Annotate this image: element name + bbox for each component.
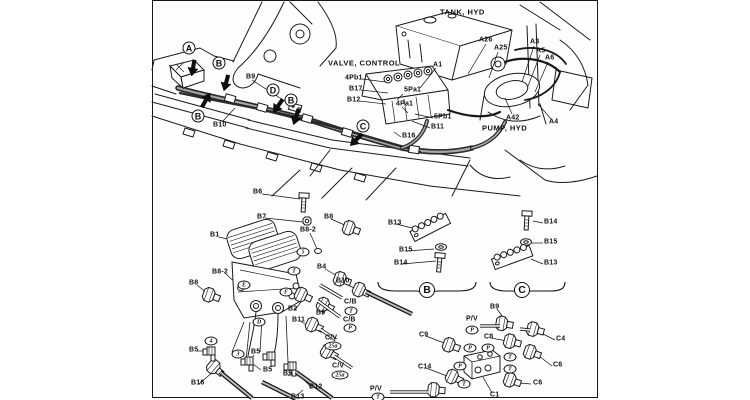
callout-circle-b: B	[285, 94, 298, 107]
part-label: A26	[479, 36, 493, 44]
port-oval: P	[454, 362, 467, 371]
tank-label: TANK, HYD	[440, 7, 485, 17]
part-label: C8	[484, 333, 494, 341]
port-oval: E	[238, 281, 251, 290]
port-oval: T	[372, 393, 385, 400]
port-oval: T	[345, 307, 358, 316]
part-label: A5	[536, 47, 546, 55]
port-oval: 4	[205, 337, 218, 346]
part-label: A1	[433, 61, 443, 69]
port-oval: T	[504, 365, 517, 374]
port-oval: T	[504, 353, 517, 362]
part-label: B13	[544, 259, 558, 267]
part-label: 5Pa1	[404, 86, 422, 94]
callout-circle-d: D	[267, 84, 280, 97]
port-oval: 3	[232, 350, 245, 359]
part-label: A25	[494, 44, 508, 52]
port-oval: F	[280, 288, 293, 297]
part-label: B11	[292, 316, 306, 324]
part-label: B10	[213, 121, 227, 129]
part-label: B7	[257, 213, 267, 221]
part-label: B5	[263, 366, 273, 374]
part-label: B5	[251, 348, 261, 356]
part-label: B6	[253, 188, 263, 196]
section-marker-b: B	[419, 282, 435, 298]
part-label: A3	[530, 38, 540, 46]
callout-arrow-icon	[197, 90, 216, 111]
part-label: P/V	[466, 315, 478, 323]
part-label: C6	[553, 361, 563, 369]
callout-arrow-icon	[218, 73, 234, 93]
part-label: C1	[490, 391, 500, 399]
part-label: B16	[191, 379, 205, 387]
part-label: B9	[246, 73, 256, 81]
part-label: B5	[283, 370, 293, 378]
part-label: B17	[349, 85, 363, 93]
port-oval: P	[466, 326, 479, 335]
part-label: C/B	[343, 316, 356, 324]
part-label: B8	[324, 213, 334, 221]
part-label: C9	[419, 331, 429, 339]
part-label: A42	[506, 114, 520, 122]
port-oval: 25a	[332, 371, 349, 380]
callout-arrow-icon	[346, 130, 367, 151]
part-label: 4Pb1	[345, 74, 363, 82]
part-label: B13	[388, 219, 402, 227]
part-label: C4	[556, 335, 566, 343]
part-label: C6	[533, 379, 543, 387]
callout-arrow-icon	[288, 107, 305, 127]
part-label: B9	[490, 303, 500, 311]
port-oval: T	[288, 267, 301, 276]
part-label: B15	[544, 238, 558, 246]
part-label: B5	[189, 346, 199, 354]
port-oval: P	[482, 344, 495, 353]
port-oval: D	[253, 318, 266, 327]
part-label: B4	[317, 263, 327, 271]
section-marker-c: C	[514, 282, 530, 298]
part-label: B13	[291, 393, 305, 400]
part-label: C14	[418, 363, 432, 371]
part-label: B9	[316, 309, 326, 317]
part-label: A6	[545, 54, 555, 62]
part-label: P/V	[370, 385, 382, 393]
callout-circle-c: C	[357, 120, 370, 133]
part-label: B14	[394, 259, 408, 267]
callout-circle-a: A	[183, 42, 196, 55]
part-label: B11	[431, 123, 445, 131]
part-label: 4Pa1	[396, 100, 414, 108]
part-label: B14	[544, 218, 558, 226]
part-label: A4	[549, 118, 559, 126]
callout-arrow-icon	[186, 59, 201, 78]
callout-circle-b: B	[192, 110, 205, 123]
part-label: C/V	[325, 334, 338, 342]
part-label: B12	[347, 96, 361, 104]
part-label: B1	[210, 231, 220, 239]
part-label: B15	[399, 246, 413, 254]
part-label: B12	[309, 383, 323, 391]
part-label: B10	[336, 277, 350, 285]
port-oval: 5	[297, 248, 310, 257]
part-label: B8	[189, 279, 199, 287]
port-oval: T	[458, 380, 471, 389]
part-label: B16	[402, 132, 416, 140]
part-label: 5Pb1	[434, 113, 452, 121]
part-label: B8-2	[212, 268, 228, 276]
port-oval: P	[464, 344, 477, 353]
part-label: C/V	[332, 362, 345, 370]
pump-label: PUMP, HYD	[482, 123, 528, 133]
port-oval: P	[344, 324, 357, 333]
part-label: B2	[288, 305, 298, 313]
part-label: C/B	[344, 298, 357, 306]
port-oval: 25a	[325, 342, 342, 351]
valve-label: VALVE, CONTROL	[328, 58, 401, 68]
callout-circle-b: B	[213, 57, 226, 70]
part-label: B8-2	[300, 226, 316, 234]
